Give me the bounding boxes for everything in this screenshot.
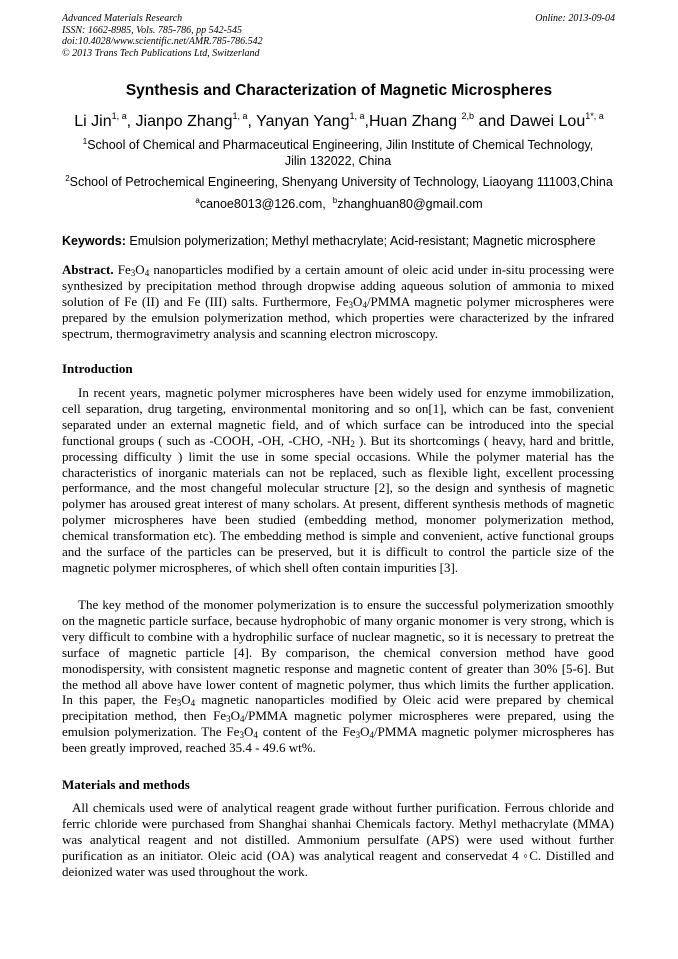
section-heading-materials: Materials and methods bbox=[62, 777, 190, 792]
copyright-line: © 2013 Trans Tech Publications Ltd, Switzerland bbox=[62, 47, 260, 59]
author-sup: 1, a bbox=[232, 111, 248, 121]
affiliation-1-sup: 1 bbox=[82, 137, 88, 146]
online-date: Online: 2013-09-04 bbox=[535, 13, 615, 24]
author-list bbox=[0, 113, 678, 131]
email-b[interactable]: zhanghuan80@gmail.com bbox=[337, 197, 483, 211]
email-a-sup: a bbox=[195, 196, 200, 205]
affiliation-2-text: School of Petrochemical Engineering, Shenyang University of Technology, Liaoyang 111003,China bbox=[69, 175, 613, 189]
author-name: Dawei Lou bbox=[509, 113, 586, 130]
author-separator: and bbox=[474, 113, 510, 130]
author-name: Li Jin bbox=[74, 113, 112, 130]
email-line bbox=[0, 197, 678, 211]
author-sup: 1, a bbox=[111, 111, 127, 121]
intro-paragraph-1: In recent years, magnetic polymer microspheres have been widely used for enzyme immobilization, cell separation, drug targeting, environmental monitoring and so on[1], which can be fast, convenient separated under an external magnetic field, and of which surface can be introduced into the special functional groups ( such as -COOH, -OH, -CHO, $-NH_2$ ). But its shortcomings ( heavy, hard and brittle, processing difficulty ) limit the use in some special occasions. While the polymer material has the characteristics of inorganic materials can not be replaced, such as flexible light, excellent processing performance, and the most changeful molecular structure [2], so the design and synthesis of magnetic polymer has aroused great interest of many scholars. At present, different synthesis methods of magnetic polymer microspheres have been studied (embedding method, monomer polymerization method, chemical transformation etc). The embedding method is simple and convenient, active functional groups and the surface of the particles can be preserved, but it is difficult to control the particle size of the magnetic polymer microspheres, of which shell often contain impurities [3]. bbox=[62, 385, 615, 575]
abstract-text: $Fe_3O_4$ nanoparticles modified by a certain amount of oleic acid under in-situ processing were synthesized by precipitation method through dropwise adding aqueous solution of ammonia to mixed solution of Fe (II) and Fe (III) salts. Furthermore, $Fe_3O_4$/PMMA magnetic polymer microspheres were prepared by the emulsion polymerization method, which properties were characterized by the infrared spectrum, thermogravimetry analysis and scanning electron microscopy. bbox=[62, 262, 614, 341]
email-a[interactable]: canoe8013@126.com, bbox=[199, 197, 326, 211]
materials-paragraph-1: All chemicals used were of analytical reagent grade without further purification. Ferrous chloride and ferric chloride were purchased from Shanghai shanhai Chemicals factory. Methyl methacrylate (MMA) was analytical reagent and not distilled. Ammonium persulfate (APS) were used without further purification as an initiator. Oleic acid (OA) was analytical reagent and conservedat 4 ◦C. Distilled and deionized water was used throughout the work. bbox=[62, 800, 614, 879]
doi-line: doi:10.4028/www.scientific.net/AMR.785-786.542 bbox=[62, 36, 263, 47]
affiliation-1 bbox=[62, 138, 614, 169]
author-sup: 1*, a bbox=[585, 111, 604, 121]
email-b-sup: b bbox=[332, 196, 338, 205]
keywords-label: Keywords: bbox=[62, 234, 126, 248]
author-name: Huan Zhang bbox=[369, 113, 462, 130]
abstract bbox=[62, 262, 614, 342]
author-separator: , bbox=[126, 113, 136, 130]
author-separator: , bbox=[247, 113, 257, 130]
author-sup: 2,b bbox=[461, 111, 475, 121]
author-separator: , bbox=[364, 113, 369, 130]
author-name: Yanyan Yang bbox=[256, 113, 350, 130]
author-sup: 1, a bbox=[349, 111, 365, 121]
paper-title: Synthesis and Characterization of Magnetic Microspheres bbox=[125, 82, 553, 99]
intro-paragraph-2: The key method of the monomer polymerization is to ensure the successful polymerization smoothly on the magnetic particle surface, because hydrophobic of many organic monomer is very strong, which is very difficult to combine with a hydrophilic surface of nuclear magnetic, so it is necessary to pretreat the surface of magnetic particle [4]. By comparison, the chemical conversion method have good monodispersity, with consistent magnetic response and magnetic content of greater than 30% [5-6]. But the method all above have lower content of magnetic polymer, thus which limits the further application. In this paper, the $Fe_3O_4$ magnetic nanoparticles modified by Oleic acid were prepared by chemical precipitation method, then $Fe_3O_4$/PMMA magnetic polymer microspheres were prepared, using the emulsion polymerization. The $Fe_3O_4$ content of the $Fe_3O_4$/PMMA magnetic polymer microspheres has been greatly improved, reached 35.4 - 49.6 wt%. bbox=[62, 597, 615, 756]
journal-header bbox=[62, 13, 263, 59]
journal-name: Advanced Materials Research bbox=[62, 13, 183, 24]
keywords-text: Emulsion polymerization; Methyl methacrylate; Acid-resistant; Magnetic microsphere bbox=[125, 234, 596, 248]
affiliation-2-sup: 2 bbox=[65, 174, 70, 183]
affiliation-1-line1: School of Chemical and Pharmaceutical Engineering, Jilin Institute of Chemical Technology, bbox=[87, 138, 594, 152]
section-heading-introduction: Introduction bbox=[62, 361, 133, 376]
keywords bbox=[62, 234, 596, 248]
issn-line: ISSN: 1662-8985, Vols. 785-786, pp 542-545 bbox=[62, 24, 242, 36]
abstract-label: Abstract. bbox=[62, 262, 114, 277]
affiliation-1-line2: Jilin 132022, China bbox=[284, 153, 392, 168]
author-name: Jianpo Zhang bbox=[135, 113, 233, 130]
affiliation-2 bbox=[40, 175, 638, 191]
